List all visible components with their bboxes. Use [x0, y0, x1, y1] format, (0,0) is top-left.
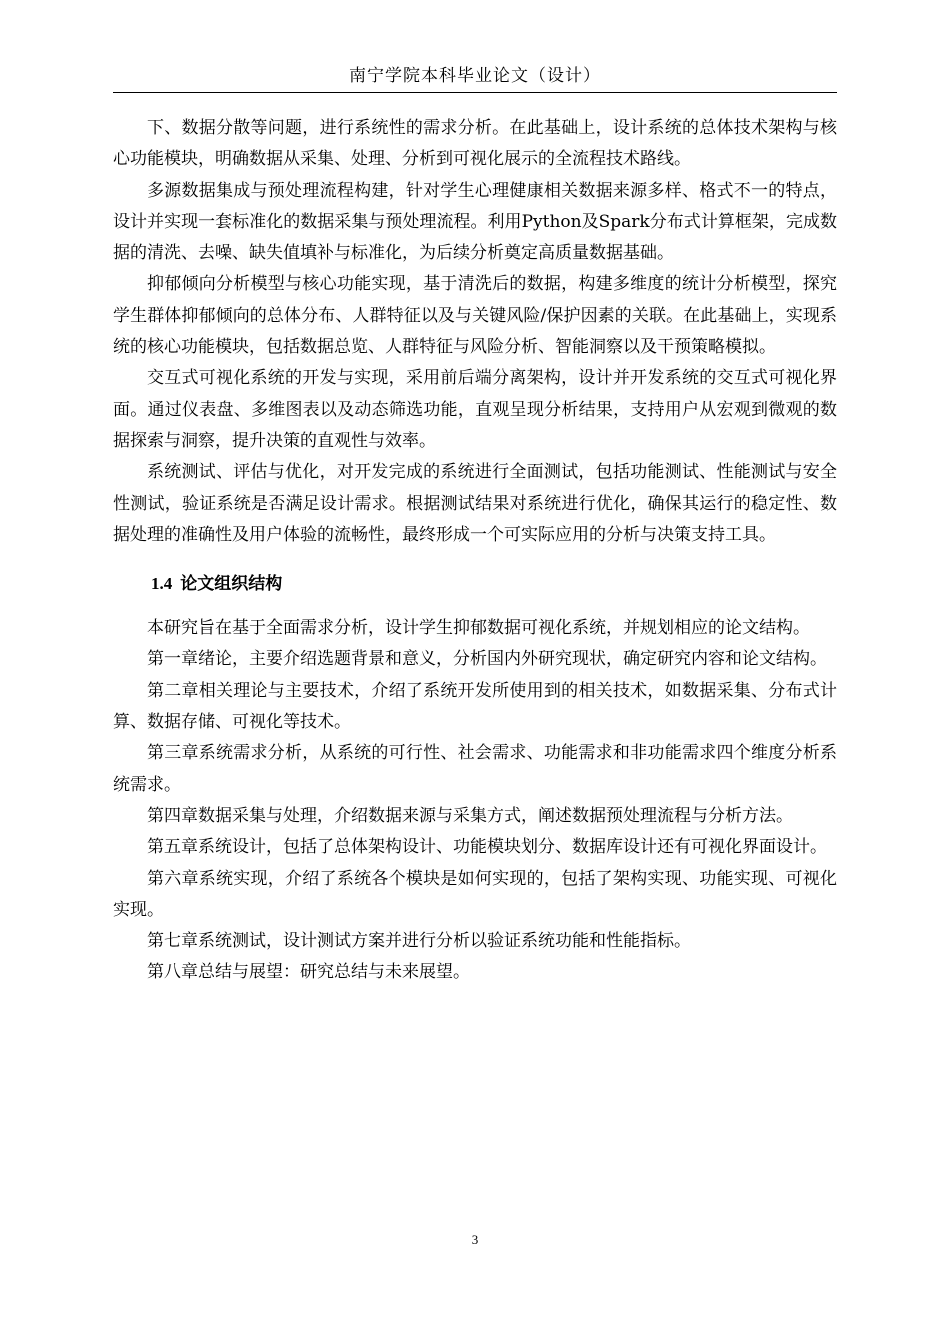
paragraph: 第五章系统设计，包括了总体架构设计、功能模块划分、数据库设计还有可视化界面设计。 — [147, 837, 827, 858]
paragraph: 下、数据分散等问题，进行系统性的需求分析。在此基础上，设计系统的总体技术架构与核心功能模块，明确数据从采集、处理、分析到可视化展示的全流程技术路线。 — [113, 118, 837, 170]
paragraph: 系统测试、评估与优化，对开发完成的系统进行全面测试，包括功能测试、性能测试与安全性测试，验证系统是否满足设计需求。根据测试结果对系统进行优化，确保其运行的稳定性、数据处理的准确性及用户体验的流畅性，最终形成一个可实际应用的分析与决策支持工具。 — [113, 462, 837, 545]
paragraph: 第七章系统测试，设计测试方案并进行分析以验证系统功能和性能指标。 — [147, 931, 691, 952]
page-number: 3 — [471, 1232, 479, 1247]
paragraph: 本研究旨在基于全面需求分析，设计学生抑郁数据可视化系统，并规划相应的论文结构。 — [147, 618, 810, 639]
paragraph: 第一章绪论，主要介绍选题背景和意义，分析国内外研究现状，确定研究内容和论文结构。 — [147, 649, 827, 670]
paragraph: 多源数据集成与预处理流程构建，针对学生心理健康相关数据来源多样、格式不一的特点，设计并实现一套标准化的数据采集与预处理流程。利用Python及Spark分布式计算框架，完成数据的清洗、去噪、缺失值填补与标准化，为后续分析奠定高质量数据基础。 — [113, 180, 837, 264]
section-heading — [151, 571, 837, 597]
page-body — [113, 113, 837, 989]
running-header: 南宁学院本科毕业论文（设计） — [349, 66, 601, 86]
paragraph: 第四章数据采集与处理，介绍数据来源与采集方式，阐述数据预处理流程与分析方法。 — [147, 805, 793, 826]
section-number: 1.4 — [151, 574, 173, 594]
section-title: 论文组织结构 — [180, 574, 283, 594]
paragraph: 第八章总结与展望：研究总结与未来展望。 — [147, 962, 470, 983]
paragraph: 第三章系统需求分析，从系统的可行性、社会需求、功能需求和非功能需求四个维度分析系统需求。 — [113, 743, 837, 795]
paragraph: 抑郁倾向分析模型与核心功能实现，基于清洗后的数据，构建多维度的统计分析模型，探究学生群体抑郁倾向的总体分布、人群特征以及与关键风险/保护因素的关联。在此基础上，实现系统的核心功能模块，包括数据总览、人群特征与风险分析、智能洞察以及干预策略模拟。 — [113, 274, 837, 358]
paragraph: 交互式可视化系统的开发与实现，采用前后端分离架构，设计并开发系统的交互式可视化界面。通过仪表盘、多维图表以及动态筛选功能，直观呈现分析结果，支持用户从宏观到微观的数据探索与洞察，提升决策的直观性与效率。 — [113, 368, 837, 451]
header-rule — [113, 92, 837, 93]
paragraph: 第二章相关理论与主要技术，介绍了系统开发所使用到的相关技术，如数据采集、分布式计算、数据存储、可视化等技术。 — [113, 680, 837, 733]
paragraph: 第六章系统实现，介绍了系统各个模块是如何实现的，包括了架构实现、功能实现、可视化实现。 — [113, 868, 837, 920]
